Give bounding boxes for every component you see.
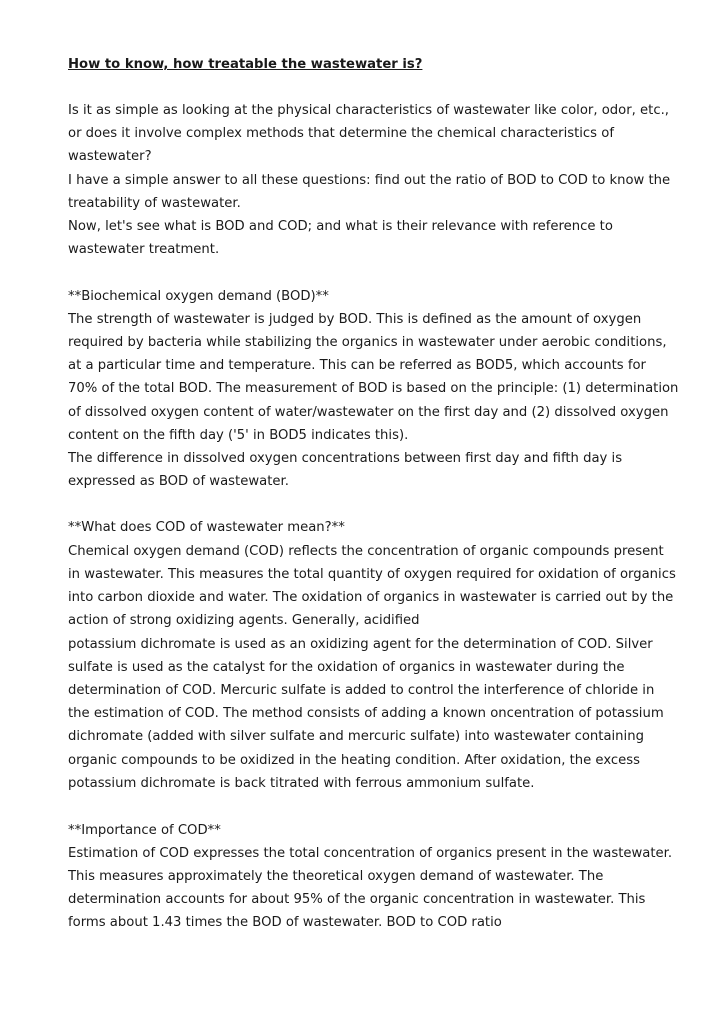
document-title: How to know, how treatable the wastewater is? [68, 57, 423, 72]
text-line: action of strong oxidizing agents. Generally, acidified [68, 613, 420, 628]
text-line: determination of COD. Mercuric sulfate is added to control the interference of chloride in [68, 683, 655, 698]
text-line: I have a simple answer to all these questions: find out the ratio of BOD to COD to know the [68, 173, 671, 188]
text-line: This measures approximately the theoretical oxygen demand of wastewater. The [68, 869, 604, 884]
text-line: expressed as BOD of wastewater. [68, 474, 289, 489]
text-line: Is it as simple as looking at the physical characteristics of wastewater like color, odor, etc., [68, 103, 669, 118]
text-line: organic compounds to be oxidized in the heating condition. After oxidation, the excess [68, 753, 640, 768]
text-line: determination accounts for about 95% of the organic concentration in wastewater. This [68, 892, 646, 907]
text-line: required by bacteria while stabilizing the organics in wastewater under aerobic conditions, [68, 335, 667, 350]
section-heading-bod: **Biochemical oxygen demand (BOD)** [68, 289, 329, 304]
text-line: Now, let's see what is BOD and COD; and what is their relevance with reference to [68, 219, 613, 234]
text-line: wastewater treatment. [68, 242, 220, 257]
text-line: The difference in dissolved oxygen concentrations between first day and fifth day is [68, 451, 623, 466]
text-line: The strength of wastewater is judged by BOD. This is defined as the amount of oxygen [68, 312, 642, 327]
text-line: dichromate (added with silver sulfate and mercuric sulfate) into wastewater containing [68, 729, 644, 744]
text-line: 70% of the total BOD. The measurement of BOD is based on the principle: (1) determination [68, 381, 679, 396]
text-line: or does it involve complex methods that determine the chemical characteristics of [68, 126, 614, 141]
text-line: into carbon dioxide and water. The oxidation of organics in wastewater is carried out by the [68, 590, 674, 605]
text-line: content on the fifth day ('5' in BOD5 indicates this). [68, 428, 409, 443]
text-line: Estimation of COD expresses the total concentration of organics present in the wastewater. [68, 846, 673, 861]
text-line: in wastewater. This measures the total quantity of oxygen required for oxidation of organics [68, 567, 676, 582]
text-line: of dissolved oxygen content of water/wastewater on the first day and (2) dissolved oxygen [68, 405, 669, 420]
text-line: at a particular time and temperature. This can be referred as BOD5, which accounts for [68, 358, 646, 373]
text-line: potassium dichromate is back titrated with ferrous ammonium sulfate. [68, 776, 535, 791]
text-line: potassium dichromate is used as an oxidizing agent for the determination of COD. Silver [68, 637, 653, 652]
text-line: wastewater? [68, 149, 152, 164]
text-line: forms about 1.43 times the BOD of wastewater. BOD to COD ratio [68, 915, 502, 930]
text-line: the estimation of COD. The method consists of adding a known oncentration of potassium [68, 706, 664, 721]
text-line: Chemical oxygen demand (COD) reflects the concentration of organic compounds present [68, 544, 664, 559]
section-heading-importance: **Importance of COD** [68, 823, 221, 838]
text-line: sulfate is used as the catalyst for the oxidation of organics in wastewater during the [68, 660, 625, 675]
text-line: treatability of wastewater. [68, 196, 241, 211]
section-heading-cod: **What does COD of wastewater mean?** [68, 520, 345, 535]
